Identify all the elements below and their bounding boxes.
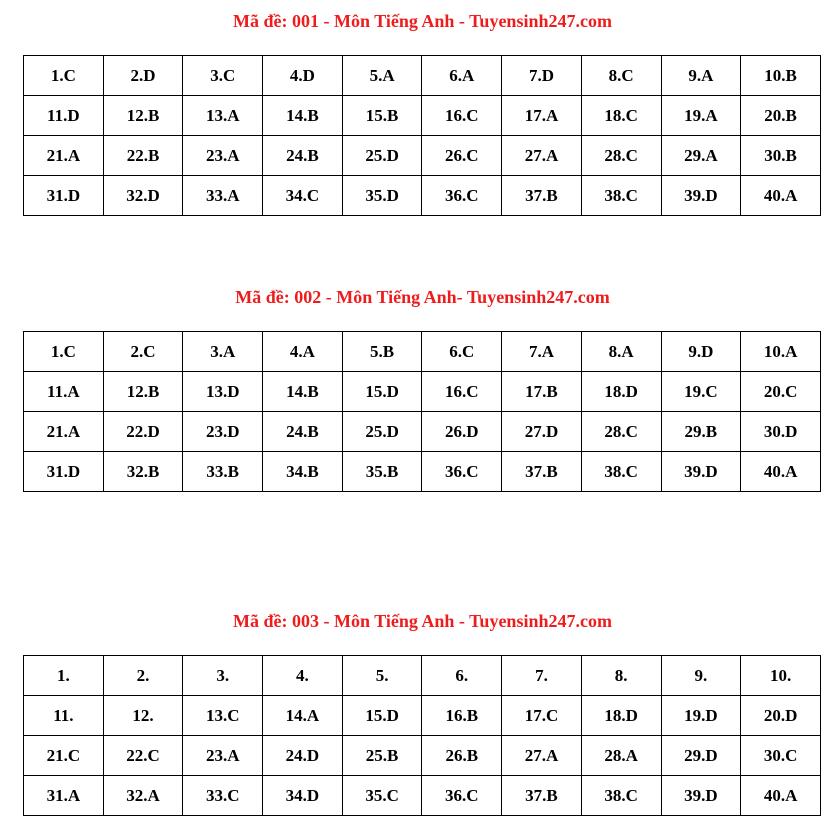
answer-cell: 36.C: [422, 776, 502, 816]
answer-table-001: [23, 55, 821, 216]
answer-cell: 29.A: [661, 136, 741, 176]
answer-cell: 38.C: [581, 452, 661, 492]
answer-cell: 23.A: [183, 136, 263, 176]
answer-cell: 4.: [263, 656, 343, 696]
answer-cell: 32.A: [103, 776, 183, 816]
answer-cell: 8.: [581, 656, 661, 696]
answer-cell: 19.A: [661, 96, 741, 136]
answer-cell: 38.C: [581, 776, 661, 816]
answer-cell: 37.B: [502, 176, 582, 216]
answer-cell: 7.: [502, 656, 582, 696]
answer-cell: 13.A: [183, 96, 263, 136]
answer-cell: 27.A: [502, 736, 582, 776]
answer-cell: 18.D: [581, 696, 661, 736]
answer-cell: 21.A: [24, 136, 104, 176]
answer-cell: 14.B: [263, 96, 343, 136]
answer-cell: 17.B: [502, 372, 582, 412]
answer-cell: 23.A: [183, 736, 263, 776]
section-title-001: Mã đề: 001 - Môn Tiếng Anh - Tuyensinh247.com: [233, 11, 612, 31]
answer-cell: 7.D: [502, 56, 582, 96]
answer-cell: 6.C: [422, 332, 502, 372]
answer-cell: 32.B: [103, 452, 183, 492]
answer-cell: 13.C: [183, 696, 263, 736]
table-row: [24, 776, 821, 816]
answer-cell: 10.A: [741, 332, 821, 372]
answer-cell: 35.C: [342, 776, 422, 816]
answer-cell: 23.D: [183, 412, 263, 452]
answer-cell: 13.D: [183, 372, 263, 412]
answer-cell: 9.D: [661, 332, 741, 372]
answer-table-003: [23, 655, 821, 816]
table-row: [24, 176, 821, 216]
answer-cell: 12.B: [103, 96, 183, 136]
table-row: [24, 136, 821, 176]
answer-cell: 15.B: [342, 96, 422, 136]
answer-cell: 25.D: [342, 412, 422, 452]
answer-cell: 31.D: [24, 452, 104, 492]
answer-cell: 2.D: [103, 56, 183, 96]
answer-cell: 11.: [24, 696, 104, 736]
answer-cell: 1.: [24, 656, 104, 696]
answer-cell: 40.A: [741, 452, 821, 492]
answer-cell: 16.C: [422, 96, 502, 136]
answer-table-002: [23, 331, 821, 492]
answer-cell: 35.D: [342, 176, 422, 216]
answer-cell: 26.C: [422, 136, 502, 176]
answer-cell: 9.: [661, 656, 741, 696]
answer-cell: 39.D: [661, 176, 741, 216]
answer-cell: 27.D: [502, 412, 582, 452]
answer-cell: 29.B: [661, 412, 741, 452]
answer-cell: 20.B: [741, 96, 821, 136]
answer-cell: 39.D: [661, 776, 741, 816]
answer-cell: 14.A: [263, 696, 343, 736]
answer-cell: 36.C: [422, 176, 502, 216]
answer-cell: 22.C: [103, 736, 183, 776]
answer-cell: 37.B: [502, 452, 582, 492]
answer-cell: 35.B: [342, 452, 422, 492]
answer-cell: 2.C: [103, 332, 183, 372]
answer-cell: 29.D: [661, 736, 741, 776]
table-row: [24, 412, 821, 452]
answer-cell: 40.A: [741, 176, 821, 216]
answer-cell: 14.B: [263, 372, 343, 412]
answer-cell: 3.C: [183, 56, 263, 96]
answer-cell: 36.C: [422, 452, 502, 492]
answer-cell: 1.C: [24, 56, 104, 96]
answer-cell: 16.C: [422, 372, 502, 412]
answer-cell: 11.A: [24, 372, 104, 412]
answer-cell: 4.A: [263, 332, 343, 372]
table-row: [24, 332, 821, 372]
answer-cell: 25.B: [342, 736, 422, 776]
answer-cell: 26.B: [422, 736, 502, 776]
answer-cell: 40.A: [741, 776, 821, 816]
answer-cell: 19.D: [661, 696, 741, 736]
table-row: [24, 696, 821, 736]
section-title-003: Mã đề: 003 - Môn Tiếng Anh - Tuyensinh247.com: [233, 611, 612, 631]
answer-cell: 31.D: [24, 176, 104, 216]
answer-cell: 10.: [741, 656, 821, 696]
answer-cell: 19.C: [661, 372, 741, 412]
answer-cell: 3.A: [183, 332, 263, 372]
table-row: [24, 736, 821, 776]
answer-cell: 1.C: [24, 332, 104, 372]
answer-cell: 24.B: [263, 412, 343, 452]
table-row: [24, 96, 821, 136]
answer-cell: 17.C: [502, 696, 582, 736]
answer-cell: 9.A: [661, 56, 741, 96]
answer-cell: 18.D: [581, 372, 661, 412]
answer-cell: 24.B: [263, 136, 343, 176]
answer-cell: 15.D: [342, 696, 422, 736]
table-row: [24, 656, 821, 696]
answer-cell: 18.C: [581, 96, 661, 136]
answer-cell: 20.D: [741, 696, 821, 736]
answer-cell: 15.D: [342, 372, 422, 412]
answer-cell: 11.D: [24, 96, 104, 136]
answer-cell: 7.A: [502, 332, 582, 372]
table-row: [24, 372, 821, 412]
answer-cell: 6.A: [422, 56, 502, 96]
answer-cell: 34.B: [263, 452, 343, 492]
answer-cell: 21.A: [24, 412, 104, 452]
answer-cell: 33.A: [183, 176, 263, 216]
answer-cell: 22.B: [103, 136, 183, 176]
answer-cell: 33.B: [183, 452, 263, 492]
answer-cell: 34.C: [263, 176, 343, 216]
answer-cell: 28.C: [581, 412, 661, 452]
answer-cell: 31.A: [24, 776, 104, 816]
table-row: [24, 56, 821, 96]
answer-cell: 4.D: [263, 56, 343, 96]
section-title-002: Mã đề: 002 - Môn Tiếng Anh- Tuyensinh247.com: [235, 287, 610, 307]
answer-cell: 12.B: [103, 372, 183, 412]
answer-cell: 39.D: [661, 452, 741, 492]
answer-cell: 20.C: [741, 372, 821, 412]
answer-cell: 33.C: [183, 776, 263, 816]
answer-cell: 17.A: [502, 96, 582, 136]
answer-cell: 37.B: [502, 776, 582, 816]
answer-cell: 22.D: [103, 412, 183, 452]
answer-cell: 38.C: [581, 176, 661, 216]
answer-cell: 3.: [183, 656, 263, 696]
answer-cell: 5.B: [342, 332, 422, 372]
answer-cell: 10.B: [741, 56, 821, 96]
answer-cell: 34.D: [263, 776, 343, 816]
answer-cell: 25.D: [342, 136, 422, 176]
answer-cell: 28.A: [581, 736, 661, 776]
answer-cell: 2.: [103, 656, 183, 696]
answer-cell: 12.: [103, 696, 183, 736]
answer-cell: 26.D: [422, 412, 502, 452]
answer-cell: 30.C: [741, 736, 821, 776]
answer-cell: 21.C: [24, 736, 104, 776]
answer-cell: 8.A: [581, 332, 661, 372]
answer-cell: 27.A: [502, 136, 582, 176]
answer-cell: 5.A: [342, 56, 422, 96]
answer-cell: 5.: [342, 656, 422, 696]
answer-cell: 28.C: [581, 136, 661, 176]
answer-cell: 24.D: [263, 736, 343, 776]
answer-cell: 32.D: [103, 176, 183, 216]
answer-cell: 30.D: [741, 412, 821, 452]
answer-cell: 8.C: [581, 56, 661, 96]
answer-cell: 30.B: [741, 136, 821, 176]
answer-cell: 16.B: [422, 696, 502, 736]
answer-cell: 6.: [422, 656, 502, 696]
table-row: [24, 452, 821, 492]
